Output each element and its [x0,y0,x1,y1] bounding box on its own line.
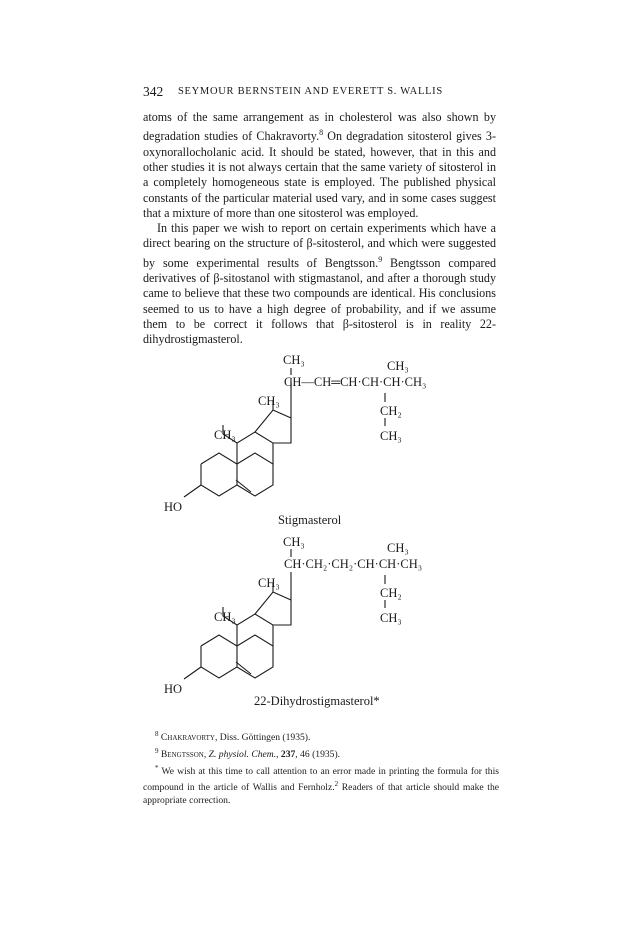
label-ch3-right: CH₃ [387,359,409,373]
paragraph-2: In this paper we wish to report on certain experiments which have a direct bearing on the structure of β-sitosterol, and which were suggested by some experimental results of Bengtsson.$^9$ Bengtsson compared derivatives of β-sitostanol with stigmastanol, and after a thorough study came to believe that these two compounds are identical. His conclusions seemed to us to have a high degree of probability, and if we assume them to be correct it follows that β-sitosterol is in reality 22-dihydrostigmasterol. [143,221,497,347]
label-ch3-ring-b: CH₃ [214,428,236,442]
label-ch3-ring-d: CH₃ [258,394,280,408]
label-ch3-ring-b: CH₃ [214,610,236,624]
footnote-ref-8: 8 [319,128,324,138]
label-ch2: CH₂ [380,586,402,600]
label-ch3-top: CH₃ [283,353,305,367]
caption-dihydrostigmasterol: 22-Dihydrostigmasterol* [254,694,380,708]
paragraph-1: atoms of the same arrangement as in cholesterol was also shown by degradation studies of Chakravorty.$^8$ On degradation sitosterol gives 3-oxynorallocholanic acid. It should be stated, however, that in this and other studies it is not always certain that the same variety of sitosterol in a completely homogeneous state is employed. The published physical constants of the particular material used vary, and in some cases suggest that a mixture of more than one sitosterol was employed. [143,110,496,220]
label-ch3-bottom: CH₃ [380,611,402,625]
caption-stigmasterol: Stigmasterol [278,513,342,527]
page-number: 342 [143,84,164,99]
label-ch3-top: CH₃ [283,535,305,549]
footnote-asterisk: * We wish at this time to call attention to an error made in printing the formula for this compound in the article of Wallis and Fernholz.$^2$ Readers of that article should make the appropriate correction. [143,763,499,807]
label-ch2: CH₂ [380,404,402,418]
footnote-ref-9: 9 [378,254,383,264]
label-ho: HO [164,500,183,514]
footnote-9: $^9$ Bengtsson, Z. physiol. Chem., 237, 46 (1935). [155,746,341,760]
running-head: SEYMOUR BERNSTEIN AND EVERETT S. WALLIS [178,86,443,97]
label-ho: HO [164,682,183,696]
footnotes [143,728,499,808]
label-side-chain: CH—CH═CH·CH·CH·CH₃ [284,375,427,389]
label-ch3-bottom: CH₃ [380,429,402,443]
label-side-chain: CH·CH₂·CH₂·CH·CH·CH₃ [284,557,423,571]
label-ch3-ring-d: CH₃ [258,576,280,590]
footnote-8: $^8$ Chakravorty, Diss. Göttingen (1935). [155,730,311,744]
label-ch3-right: CH₃ [387,541,409,555]
